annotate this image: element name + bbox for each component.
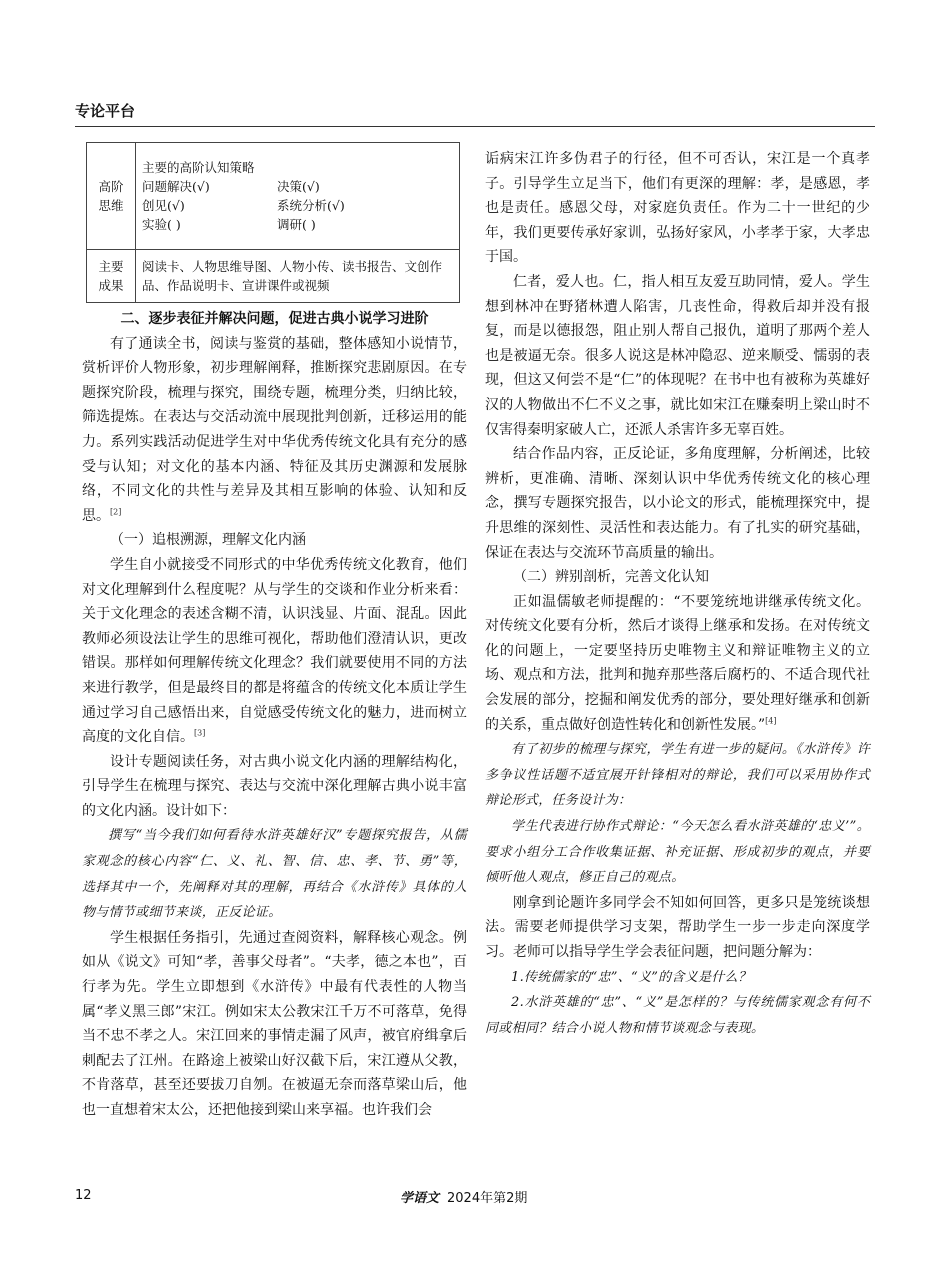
table-cell-strategies	[136, 143, 460, 250]
table-row	[87, 250, 460, 303]
paragraph: 学生根据任务指引，先通过查阅资料，解释核心观念。例如从《说文》可知“孝，善事父母者”。“夫孝，德之本也”，百行孝为先。学生立即想到《水浒传》中最有代表性的人物当属“孝义黑三郎”宋江。例如宋太公教宋江千万不可落草，免得当不忠不孝之人。宋江回来的事情走漏了风声，被官府缉拿后刺配去了江州。在路途上被梁山好汉截下后，宋江遵从父教，不肯落草，甚至还要拔刀自刎。在被逼无奈而落草梁山后，他也一直想着宋太公，还把他接到梁山来享福。也许我们会	[82, 929, 467, 1118]
strategy-heading: 主要的高阶认知策略	[142, 160, 255, 175]
paragraph: 设计专题阅读任务，对古典小说文化内涵的理解结构化，引导学生在梳理与探究、表达与交流中深化理解古典小说丰富的文化内涵。设计如下：	[82, 753, 467, 819]
journal-issue: 2024年第2期	[447, 1191, 528, 1206]
strategy-grid	[142, 177, 453, 234]
table-row	[87, 143, 460, 250]
citation-ref: [3]	[194, 728, 206, 738]
strategy-table	[86, 142, 460, 303]
table-cell-results: 阅读卡、人物思维导图、人物小传、读书报告、文创作品、作品说明卡、宣讲课件或视频	[136, 250, 460, 303]
strategy-item: 实验( )	[142, 217, 181, 232]
task-description: 学生代表进行协作式辩论：“今天怎么看水浒英雄的‘忠义’”。要求小组分工合作收集证据、补充证据、形成初步的观点，并要倾听他人观点，修正自己的观点。	[485, 819, 870, 886]
task-description: 撰写“当今我们如何看待水浒英雄好汉”专题探究报告，从儒家观念的核心内容“仁、义、礼、智、信、忠、孝、节、勇”等，选择其中一个，先阐释对其的理解，再结合《水浒传》具体的人物与情节或细节来谈，正反论证。	[82, 828, 467, 921]
page-number: 12	[75, 1188, 92, 1203]
strategy-item: 系统分析(√)	[277, 198, 345, 213]
strategy-item: 决策(√)	[277, 179, 320, 194]
table-label-results: 主要 成果	[87, 250, 136, 303]
paragraph: 有了初步的梳理与探究，学生有进一步的疑问。《水浒传》许多争议性话题不适宜展开针锋相对的辩论，我们可以采用协作式辩论形式，任务设计为：	[485, 742, 870, 809]
paragraph: 仁者，爱人也。仁，指人相互友爱互助同情，爱人。学生想到林冲在野猪林遭人陷害，几丧性命，得救后却并没有报复，而是以德报怨，阻止别人帮自己报仇，道明了那两个差人也是被逼无奈。很多人说这是林冲隐忍、逆来顺受、懦弱的表现，但这又何尝不是“仁”的体现呢？在书中也有被称为英雄好汉的人物做出不仁不义之事，就比如宋江在赚秦明上梁山时不仅害得秦明家破人亡，还派人杀害许多无辜百姓。	[485, 273, 870, 438]
subsection-heading: （二）辨别剖析，完善文化认知	[513, 569, 709, 586]
paragraph: 诟病宋江许多伪君子的行径，但不可否认，宋江是一个真孝子。引导学生立足当下，他们有更深的理解：孝，是感恩，孝也是责任。感恩父母，对家庭负责任。作为二十一世纪的少年，我们更要传承好家训，弘扬好家风，小孝孝于家，大孝忠于国。	[485, 151, 870, 266]
paragraph: 刚拿到论题许多同学会不知如何回答，更多只是笼统谈想法。需要老师提供学习支架，帮助学生一步一步走向深度学习。老师可以指导学生学会表征问题，把问题分解为：	[485, 894, 870, 960]
table-label-thinking: 高阶 思维	[87, 143, 136, 250]
strategy-item: 调研( )	[277, 217, 316, 232]
right-column	[485, 147, 870, 1041]
paragraph: 学生自小就接受不同形式的中华优秀传统文化教育，他们对文化理解到什么程度呢？从与学生的交谈和作业分析来看：关于文化理念的表述含糊不清，认识浅显、片面、混乱。因此教师必须设法让学生的思维可视化，帮助他们澄清认识，更改错误。那样如何理解传统文化理念？我们就要使用不同的方法来进行教学，但是最终目的都是将蕴含的传统文化本质让学生通过学习自己感悟出来，自觉感受传统文化的魅力，进而树立高度的文化自信。[3]	[82, 556, 467, 746]
header-divider	[75, 126, 875, 127]
question-item: 2.水浒英雄的“忠”、“义”是怎样的？与传统儒家观念有何不同或相同？结合小说人物和情节谈观念与表现。	[485, 995, 870, 1036]
section-heading: 二、逐步表征并解决问题，促进古典小说学习进阶	[120, 311, 429, 327]
journal-name: 学语文	[400, 1191, 440, 1206]
subsection-heading: （一）追根溯源，理解文化内涵	[110, 532, 306, 549]
left-column	[82, 142, 467, 1123]
citation-ref: [2]	[110, 507, 122, 517]
strategy-item: 创见(√)	[142, 198, 185, 213]
paragraph: 有了通读全书，阅读与鉴赏的基础，整体感知小说情节，赏析评价人物形象，初步理解阐释，推断探究悲剧原因。在专题探究阶段，梳理与探究，围绕专题，梳理分类，归纳比较，筛选提炼。在表达与交活动流中展现批判创新，迁移运用的能力。系列实践活动促进学生对中华优秀传统文化具有充分的感受与认知；对文化的基本内涵、特征及其历史渊源和发展脉络，不同文化的共性与差异及其相互影响的体验、认知和反思。[2]	[82, 335, 467, 524]
citation-ref: [4]	[765, 716, 777, 725]
section-title: 专论平台	[75, 102, 136, 120]
paragraph: 正如温儒敏老师提醒的：“不要笼统地讲继承传统文化。对传统文化要有分析，然后才谈得上继承和发扬。在对传统文化的问题上，一定要坚持历史唯物主义和辩证唯物主义的立场、观点和方法，批判和抛弃那些落后腐朽的、不适合现代社会发展的部分，挖掘和阐发优秀的部分，要处理好继承和创新的关系，重点做好创造性转化和创新性发展。”[4]	[485, 593, 870, 733]
question-item: 1.传统儒家的“忠”、“义”的含义是什么？	[511, 969, 752, 985]
strategy-item: 问题解决(√)	[142, 179, 210, 194]
paragraph: 结合作品内容，正反论证，多角度理解，分析阐述，比较辨析，更准确、清晰、深刻认识中华优秀传统文化的核心理念，撰写专题探究报告，以小论文的形式，能梳理探究中，提升思维的深刻性、灵活性和表达能力。有了扎实的研究基础，保证在表达与交流环节高质量的输出。	[485, 446, 870, 561]
journal-footer	[400, 1187, 527, 1206]
